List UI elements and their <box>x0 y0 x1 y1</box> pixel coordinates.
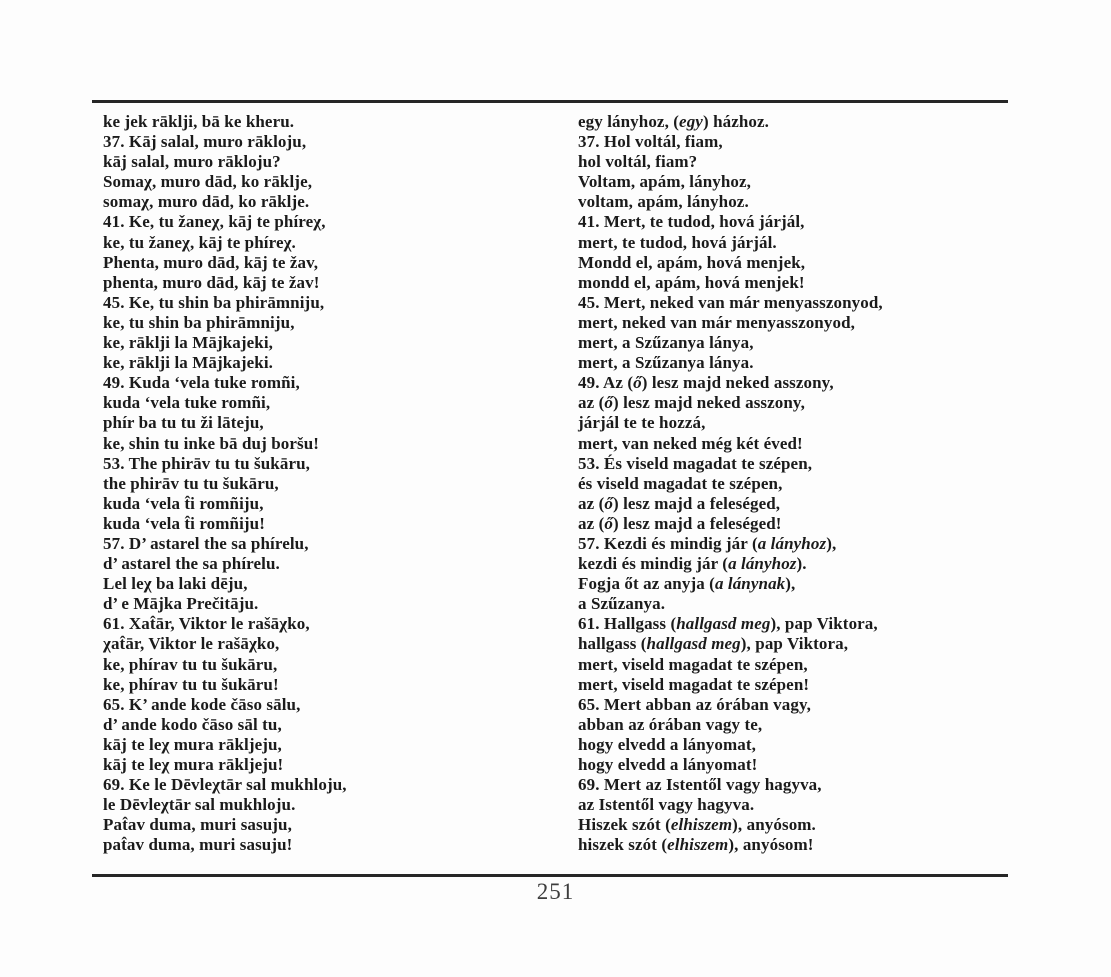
verse-column-romani <box>103 112 347 855</box>
verse-line: 49. Az (ő) lesz majd neked asszony, <box>578 373 834 393</box>
verse-line: mert, a Szűzanya lánya, <box>578 333 754 353</box>
verse-line: d’ e Mājka Prečitāju. <box>103 594 259 614</box>
page-number: 251 <box>536 879 575 904</box>
verse-line: phenta, muro dād, kāj te žav! <box>103 272 320 292</box>
verse-line: 57. Kezdi és mindig jár (a lányhoz), <box>578 533 837 553</box>
verse-line: 69. Mert az Istentől vagy hagyva, <box>578 775 822 795</box>
verse-line: az (ő) lesz majd neked asszony, <box>578 393 805 413</box>
verse-line: 49. Kuda ‘vela tuke romñi, <box>103 373 300 393</box>
verse-line: kuda ‘vela t̂i romñiju! <box>103 513 265 533</box>
verse-line: 45. Ke, tu shin ba phirāmniju, <box>103 292 325 312</box>
verse-line: voltam, apám, lányhoz. <box>578 192 749 212</box>
verse-column-hungarian <box>578 112 883 855</box>
verse-line: kāj te leχ mura rākljeju, <box>103 734 282 754</box>
verse-line: abban az órában vagy te, <box>578 714 763 734</box>
verse-line: ke, rāklji la Mājkajeki. <box>103 353 274 373</box>
verse-line: kuda ‘vela tuke romñi, <box>103 393 271 413</box>
verse-line: d’ astarel the sa phírelu. <box>103 554 280 574</box>
verse-line: mert, te tudod, hová járjál. <box>578 232 777 252</box>
verse-line: hallgass (hallgasd meg), pap Viktora, <box>578 634 849 654</box>
verse-line: the phirāv tu tu šukāru, <box>103 473 279 493</box>
verse-line: 41. Mert, te tudod, hová járjál, <box>578 212 805 232</box>
verse-line: a Szűzanya. <box>578 594 666 614</box>
verse-line: mert, viseld magadat te szépen, <box>578 654 808 674</box>
verse-line: somaχ, muro dād, ko rāklje. <box>103 192 310 212</box>
verse-line: járjál te te hozzá, <box>578 413 706 433</box>
verse-line: Fogja őt az anyja (a lánynak), <box>578 574 796 594</box>
verse-line: χat̂ār, Viktor le rašāχko, <box>103 634 280 654</box>
verse-line: Hiszek szót (elhiszem), anyósom. <box>578 815 816 835</box>
verse-line: az Istentől vagy hagyva. <box>578 795 755 815</box>
verse-line: le Dēvleχtār sal mukhloju. <box>103 795 296 815</box>
verse-line: kāj salal, muro rākloju? <box>103 152 281 172</box>
verse-line: phír ba tu tu ži lāteju, <box>103 413 264 433</box>
verse-line: mert, neked van már menyasszonyod, <box>578 312 855 332</box>
verse-line: kuda ‘vela t̂i romñiju, <box>103 493 264 513</box>
verse-line: 57. D’ astarel the sa phírelu, <box>103 533 309 553</box>
verse-line: hiszek szót (elhiszem), anyósom! <box>578 835 814 855</box>
verse-line: ke, rāklji la Mājkajeki, <box>103 333 274 353</box>
top-rule <box>92 100 1008 103</box>
verse-line: 41. Ke, tu žaneχ, kāj te phíreχ, <box>103 212 326 232</box>
bottom-rule <box>92 874 1008 877</box>
verse-line: 45. Mert, neked van már menyasszonyod, <box>578 292 883 312</box>
verse-line: egy lányhoz, (egy) házhoz. <box>578 112 770 131</box>
verse-line: 61. Hallgass (hallgasd meg), pap Viktora, <box>578 614 878 634</box>
verse-line: ke, phírav tu tu šukāru! <box>103 674 279 694</box>
verse-line: Phenta, muro dād, kāj te žav, <box>103 252 319 272</box>
verse-line: Somaχ, muro dād, ko rāklje, <box>103 172 313 192</box>
verse-line: ke jek rāklji, bā ke kheru. <box>103 112 295 131</box>
verse-line: hogy elvedd a lányomat! <box>578 755 758 774</box>
verse-line: kezdi és mindig jár (a lányhoz). <box>578 554 807 574</box>
verse-line: 37. Kāj salal, muro rākloju, <box>103 132 307 152</box>
verse-line: 69. Ke le Dēvleχtār sal mukhloju, <box>103 775 347 795</box>
verse-line: 53. És viseld magadat te szépen, <box>578 453 813 473</box>
verse-line: ke, tu shin ba phirāmniju, <box>103 312 295 332</box>
verse-line: hol voltál, fiam? <box>578 152 698 172</box>
verse-line: és viseld magadat te szépen, <box>578 473 783 493</box>
verse-line: ke, phírav tu tu šukāru, <box>103 654 278 674</box>
verse-line: ke, tu žaneχ, kāj te phíreχ. <box>103 232 296 252</box>
verse-line: kāj te leχ mura rākljeju! <box>103 755 284 774</box>
verse-line: 53. The phirāv tu tu šukāru, <box>103 453 311 473</box>
verse-line: 61. Xat̂ār, Viktor le rašāχko, <box>103 614 310 634</box>
verse-line: mert, a Szűzanya lánya. <box>578 353 754 373</box>
verse-line: mondd el, apám, hová menjek! <box>578 272 805 292</box>
verse-line: mert, van neked még két éved! <box>578 433 803 453</box>
verse-line: az (ő) lesz majd a feleséged! <box>578 513 782 533</box>
verse-line: az (ő) lesz majd a feleséged, <box>578 493 781 513</box>
verse-line: mert, viseld magadat te szépen! <box>578 674 810 694</box>
verse-line: d’ ande kodo čāso sāl tu, <box>103 714 282 734</box>
verse-line: 65. Mert abban az órában vagy, <box>578 694 811 714</box>
verse-line: pat̂av duma, muri sasuju! <box>103 835 293 855</box>
verse-line: 65. K’ ande kode čāso sālu, <box>103 694 301 714</box>
verse-line: 37. Hol voltál, fiam, <box>578 132 723 152</box>
verse-line: Lel leχ ba laki dēju, <box>103 574 248 594</box>
verse-line: hogy elvedd a lányomat, <box>578 734 756 754</box>
verse-line: Mondd el, apám, hová menjek, <box>578 252 806 272</box>
verse-line: Pat̂av duma, muri sasuju, <box>103 815 292 835</box>
verse-line: ke, shin tu inke bā duj boršu! <box>103 433 320 453</box>
verse-line: Voltam, apám, lányhoz, <box>578 172 752 192</box>
